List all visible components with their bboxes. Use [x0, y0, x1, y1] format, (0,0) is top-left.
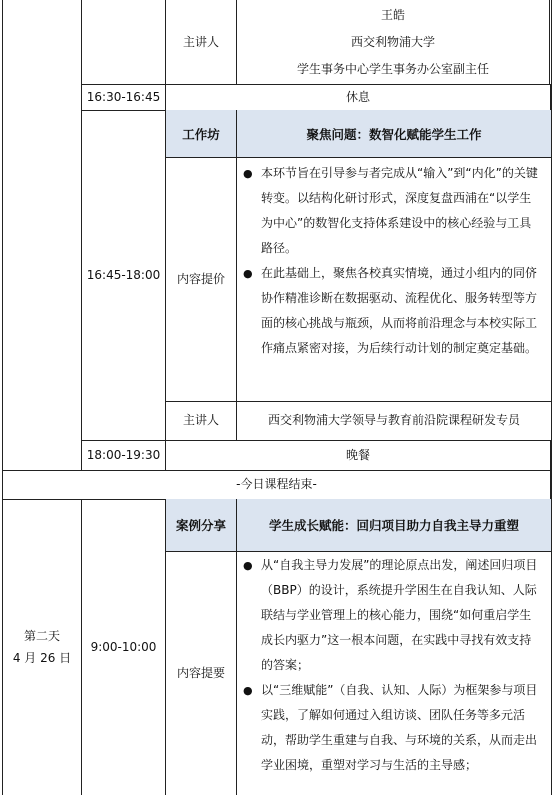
bullet-icon: ● — [243, 167, 253, 180]
case-content-label: 内容提要 — [165, 551, 236, 795]
list-item: ● 在此基础上，聚焦各校真实情境，通过小组内的同侪协作精准诊断在数据驱动、流程优化、服务转型等方面的核心挑战与瓶颈，从而将前沿理念与本校实际工作痛点紧密对接，为后续行动计划的制定奠定基础。 — [243, 261, 543, 361]
speaker-name: 王皓 — [380, 7, 405, 22]
day2-date: 4 月 26 日 — [12, 651, 72, 665]
bullet-icon: ● — [243, 559, 253, 572]
workshop-content — [236, 157, 551, 401]
bullet-icon: ● — [243, 684, 253, 697]
speaker-row-wang — [0, 0, 552, 84]
workshop-time: 16:45-18:00 — [81, 110, 165, 440]
break-label: 休息 — [165, 84, 551, 110]
dinner-row — [0, 440, 552, 470]
day2-day: 第二天 — [23, 629, 60, 643]
case-type: 案例分享 — [165, 499, 236, 551]
workshop-type: 工作坊 — [165, 110, 236, 157]
list-item: ● 本环节旨在引导参与者完成从“输入”到“内化”的关键转变。以结构化研讨形式，深度复盘西浦在“以学生为中心”的数智化支持体系建设中的核心经验与工具路径。 — [243, 161, 543, 261]
speaker-info — [236, 0, 550, 84]
workshop-content-label: 内容提价 — [165, 157, 236, 401]
speaker-org: 西交利物浦大学 — [350, 34, 435, 49]
workshop-title: 聚焦问题：数智化赋能学生工作 — [236, 110, 551, 157]
day2-time: 9:00-10:00 — [81, 499, 165, 795]
speaker-label: 主讲人 — [165, 0, 236, 84]
case-title: 学生成长赋能：回归项目助力自我主导力重塑 — [236, 499, 551, 551]
workshop-speaker-label: 主讲人 — [165, 401, 236, 440]
dinner-time: 18:00-19:30 — [81, 440, 165, 470]
workshop-content-row — [0, 157, 552, 401]
case-content-row — [0, 551, 552, 795]
list-item: ● 从“自我主导力发展”的理论原点出发，阐述回归项目（BBP）的设计，系统提升学困生在自我认知、人际联结与学业管理上的核心能力，围绕“如何重启学生成长内驱力”这一根本问题，在实践中寻找有效支持的答案； — [243, 553, 543, 678]
workshop-speaker-row — [0, 401, 552, 440]
case-header — [0, 499, 552, 551]
break-time: 16:30-16:45 — [81, 84, 165, 110]
bullet-icon: ● — [243, 267, 253, 280]
workshop-header — [0, 110, 552, 157]
speaker-title: 学生事务中心学生事务办公室副主任 — [296, 61, 489, 76]
end-note-row — [0, 470, 552, 499]
workshop-speaker: 西交利物浦大学领导与教育前沿院课程研发专员 — [236, 401, 551, 440]
break-row — [0, 84, 552, 110]
end-note: -今日课程结束- — [2, 470, 551, 499]
case-content — [236, 551, 551, 795]
dinner-label: 晚餐 — [165, 440, 551, 470]
list-item: ● 以“三维赋能”（自我、认知、人际）为框架参与项目实践，了解如何通过入组访谈、团队任务等多元活动，帮助学生重建与自我、与环境的关系，从而走出学业困境，重塑对学习与生活的主导感； — [243, 678, 543, 778]
